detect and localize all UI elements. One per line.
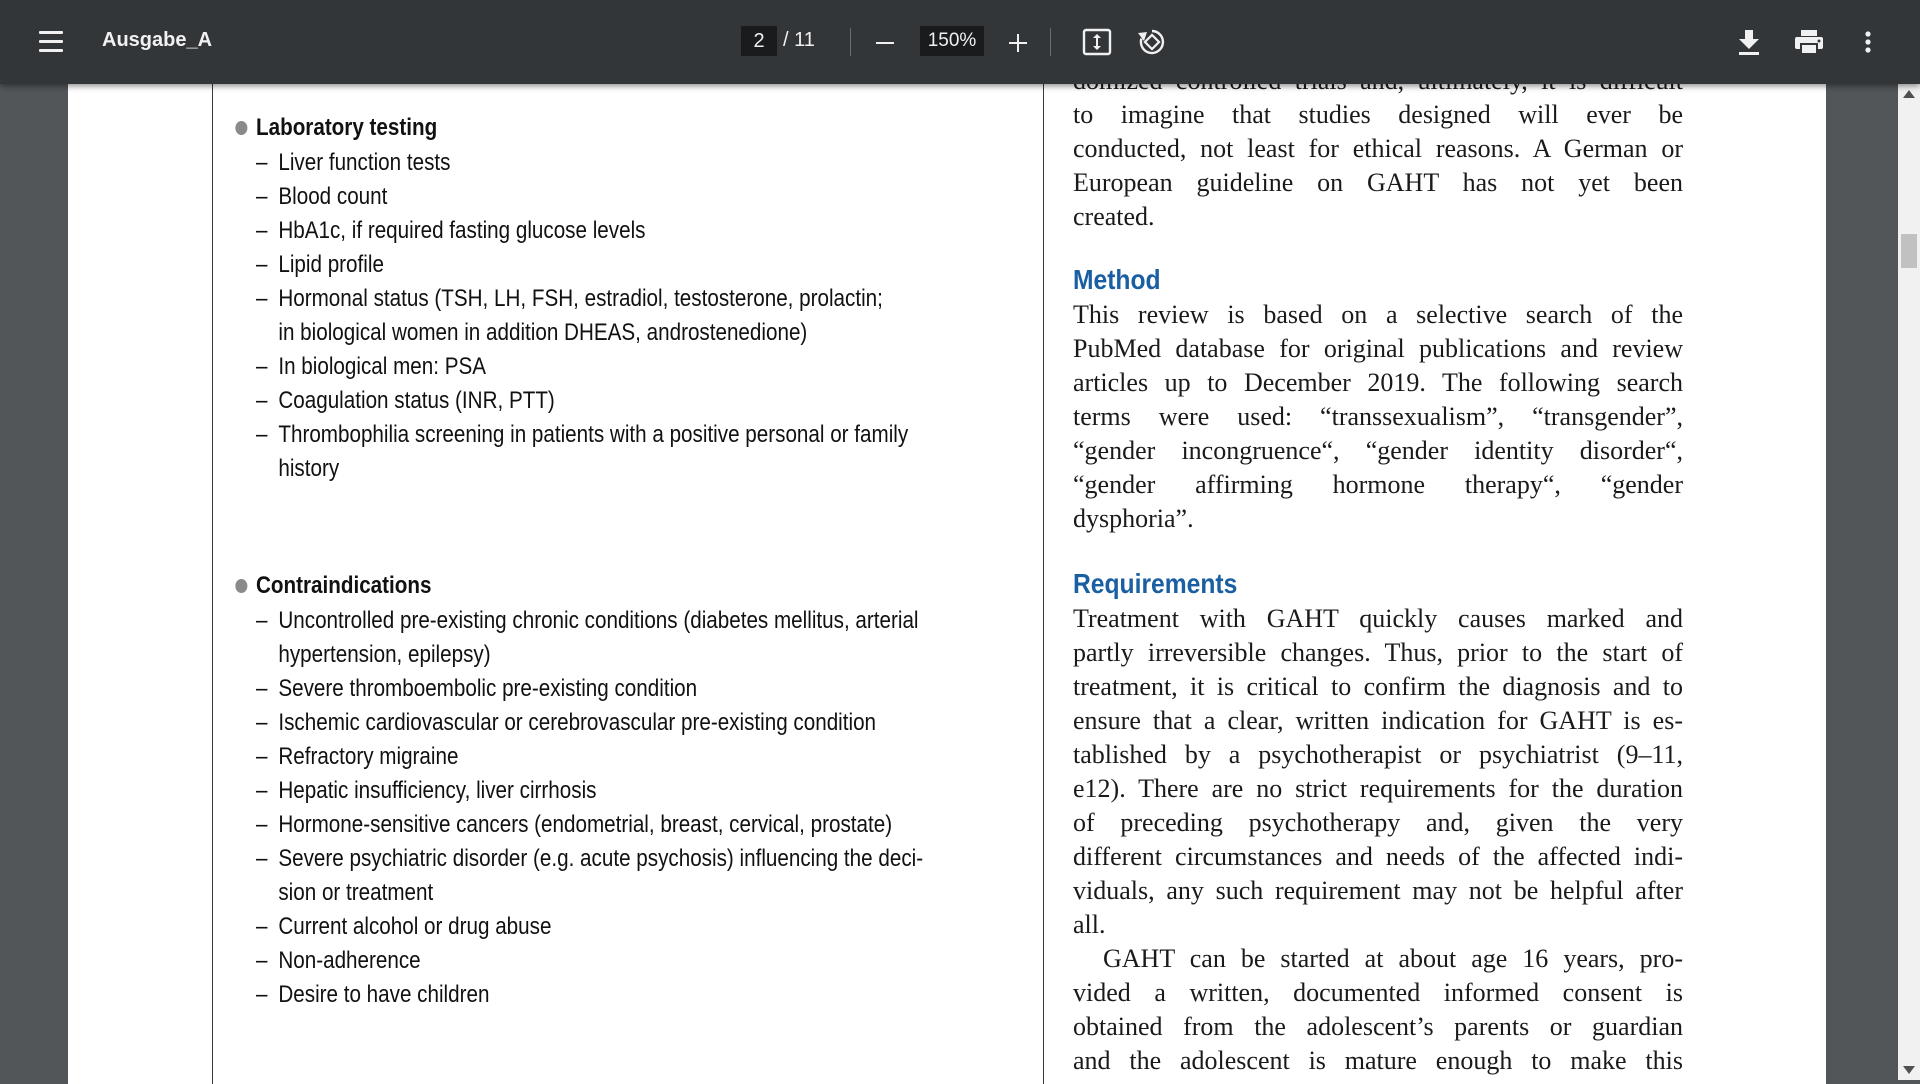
list-item-text: Hepatic insufficiency, liver cirrhosis <box>278 777 597 804</box>
list-item-text: Severe psychiatric disorder (e.g. acute psychosis) influencing the deci- <box>278 845 924 872</box>
text-line: tablished by a psychotherapist or psychiatrist (9–11, <box>1073 740 1683 769</box>
requirements-heading: Requirements <box>1073 568 1238 599</box>
text-line: articles up to December 2019. The following search <box>1073 368 1683 397</box>
bullet-icon <box>235 121 247 135</box>
dash-marker: – <box>256 675 268 702</box>
scroll-up-arrow-icon[interactable] <box>1903 90 1915 98</box>
dash-marker: – <box>256 149 268 176</box>
page-total: / 11 <box>783 29 815 51</box>
menu-button[interactable] <box>28 22 72 62</box>
dash-marker: – <box>256 421 268 448</box>
list-item-text: Coagulation status (INR, PTT) <box>278 387 555 414</box>
section-heading-text: Contraindications <box>256 572 432 599</box>
bullet-icon <box>235 579 247 593</box>
list-item <box>213 248 1001 282</box>
text-line: viduals, any such requirement may not be helpful after <box>1073 876 1683 905</box>
dash-marker: – <box>256 947 268 974</box>
text-line: ensure that a clear, written indication for GAHT is es- <box>1073 706 1683 735</box>
pdf-page <box>68 84 1826 1084</box>
dash-marker: – <box>256 845 268 872</box>
dash-marker: – <box>256 811 268 838</box>
list-item <box>213 604 1001 672</box>
text-line: different circumstances and needs of the affected indi- <box>1073 842 1683 871</box>
rotate-icon <box>1136 26 1168 58</box>
text-line: created. <box>1073 202 1155 231</box>
list-item <box>213 944 1001 978</box>
fit-page-button[interactable] <box>1082 28 1112 56</box>
dash-marker: – <box>256 183 268 210</box>
intro-paragraph <box>1073 64 1683 234</box>
list-item <box>213 384 1001 418</box>
list-item <box>213 350 1001 384</box>
section-heading <box>213 110 927 146</box>
dash-marker: – <box>256 251 268 278</box>
list-item-text: Liver function tests <box>278 149 451 176</box>
dash-marker: – <box>256 981 268 1008</box>
dash-marker: – <box>256 709 268 736</box>
list-item-text: Hormonal status (TSH, LH, FSH, estradiol, testosterone, prolactin; <box>278 285 883 312</box>
section-heading <box>213 568 927 604</box>
list-item-text: Lipid profile <box>278 251 384 278</box>
text-line: European guideline on GAHT has not yet been <box>1073 168 1683 197</box>
list-item <box>213 214 1001 248</box>
pdf-viewer[interactable] <box>0 84 1920 1080</box>
toolbar-divider <box>1050 28 1051 56</box>
more-options-button[interactable] <box>1858 26 1878 58</box>
list-item <box>213 774 1001 808</box>
requirements-paragraph <box>1073 602 1683 1078</box>
list-item-text: In biological men: PSA <box>278 353 487 380</box>
section-heading-text: Laboratory testing <box>256 114 438 141</box>
dash-marker: – <box>256 913 268 940</box>
text-line: of preceding psychotherapy and, given the very <box>1073 808 1683 837</box>
list-item-text: HbA1c, if required fasting glucose levels <box>278 217 646 244</box>
menu-icon-bar <box>39 40 63 43</box>
list-item <box>213 706 1001 740</box>
list-item <box>213 146 1001 180</box>
list-item-text: Hormone-sensitive cancers (endometrial, breast, cervical, prostate) <box>278 811 893 838</box>
document-title: Ausgabe_A <box>102 29 213 51</box>
method-paragraph <box>1073 298 1683 536</box>
text-line: obtained from the adolescent’s parents or guardian <box>1073 1012 1683 1041</box>
list-item-text: in biological women in addition DHEAS, androstenedione) <box>278 319 808 346</box>
dash-marker: – <box>256 743 268 770</box>
list-item <box>213 842 1001 910</box>
list-item-text: Severe thromboembolic pre-existing condition <box>278 675 698 702</box>
more-vert-icon <box>1858 26 1878 58</box>
dash-marker: – <box>256 387 268 414</box>
page-number-input[interactable]: 2 <box>741 26 777 56</box>
vertical-scrollbar[interactable] <box>1898 84 1920 1080</box>
text-line: “gender incongruence“, “gender identity disorder“, <box>1073 436 1683 465</box>
text-line: treatment, it is critical to confirm the diagnosis and to <box>1073 672 1683 701</box>
section-contraindications <box>213 568 1043 1012</box>
zoom-in-button[interactable] <box>1003 25 1033 59</box>
menu-icon-bar <box>39 49 63 52</box>
text-line: e12). There are no strict requirements for the duration <box>1073 774 1683 803</box>
text-line: and the adolescent is mature enough to make this <box>1073 1046 1683 1075</box>
text-line: all. <box>1073 910 1106 939</box>
menu-icon <box>39 31 63 34</box>
list-item <box>213 978 1001 1012</box>
zoom-level-input[interactable]: 150% <box>920 26 984 56</box>
dash-marker: – <box>256 607 268 634</box>
section-laboratory-testing <box>213 110 1043 486</box>
list-item-text: Uncontrolled pre-existing chronic conditions (diabetes mellitus, arterial <box>278 607 919 634</box>
list-item-text: Non-adherence <box>278 947 421 974</box>
text-line: terms were used: “transsexualism”, “transgender”, <box>1073 402 1683 431</box>
scroll-down-arrow-icon[interactable] <box>1903 1066 1915 1074</box>
text-line: “gender affirming hormone therapy“, “gender <box>1073 470 1683 499</box>
info-box <box>212 84 1044 1084</box>
print-button[interactable] <box>1792 26 1826 58</box>
list-item <box>213 740 1001 774</box>
dash-marker: – <box>256 217 268 244</box>
text-line: vided a written, documented informed consent is <box>1073 978 1683 1007</box>
download-icon <box>1734 26 1764 58</box>
text-line: partly irreversible changes. Thus, prior to the start of <box>1073 638 1683 667</box>
requirements-paragraph-1 <box>1073 602 1683 942</box>
text-line: PubMed database for original publications and review <box>1073 334 1683 363</box>
toolbar-divider <box>850 28 851 56</box>
requirements-paragraph-2 <box>1073 942 1683 1078</box>
rotate-button[interactable] <box>1136 26 1168 58</box>
list-item <box>213 282 1001 350</box>
list-item-text: Desire to have children <box>278 981 490 1008</box>
list-item-text: history <box>278 455 340 482</box>
list-item <box>213 418 1001 486</box>
download-button[interactable] <box>1734 26 1764 58</box>
zoom-out-button[interactable] <box>870 25 900 59</box>
list-item-text: Blood count <box>278 183 388 210</box>
list-item-text: Refractory migraine <box>278 743 459 770</box>
text-line: conducted, not least for ethical reasons. A German or <box>1073 134 1683 163</box>
list-item-text: Current alcohol or drug abuse <box>278 913 552 940</box>
list-item <box>213 672 1001 706</box>
method-heading: Method <box>1073 264 1161 295</box>
list-item-text: sion or treatment <box>278 879 434 906</box>
body-text-column <box>1073 84 1683 1084</box>
text-line: dysphoria”. <box>1073 504 1194 533</box>
dash-marker: – <box>256 285 268 312</box>
text-line: This review is based on a selective search of the <box>1073 300 1683 329</box>
list-item <box>213 180 1001 214</box>
scroll-thumb[interactable] <box>1901 234 1917 268</box>
print-icon <box>1792 26 1826 58</box>
dash-marker: – <box>256 777 268 804</box>
list-item-text: Ischemic cardiovascular or cerebrovascular pre-existing condition <box>278 709 877 736</box>
dash-marker: – <box>256 353 268 380</box>
pdf-toolbar <box>0 0 1920 84</box>
text-line: Treatment with GAHT quickly causes marked and <box>1073 604 1683 633</box>
list-item-text: hypertension, epilepsy) <box>278 641 491 668</box>
list-item-text: Thrombophilia screening in patients with a positive personal or family <box>278 421 909 448</box>
fit-page-icon <box>1082 28 1112 56</box>
text-line: to imagine that studies designed will ever be <box>1073 100 1683 129</box>
text-line: GAHT can be started at about age 16 years, pro- <box>1103 944 1683 973</box>
list-item <box>213 808 1001 842</box>
list-item <box>213 910 1001 944</box>
